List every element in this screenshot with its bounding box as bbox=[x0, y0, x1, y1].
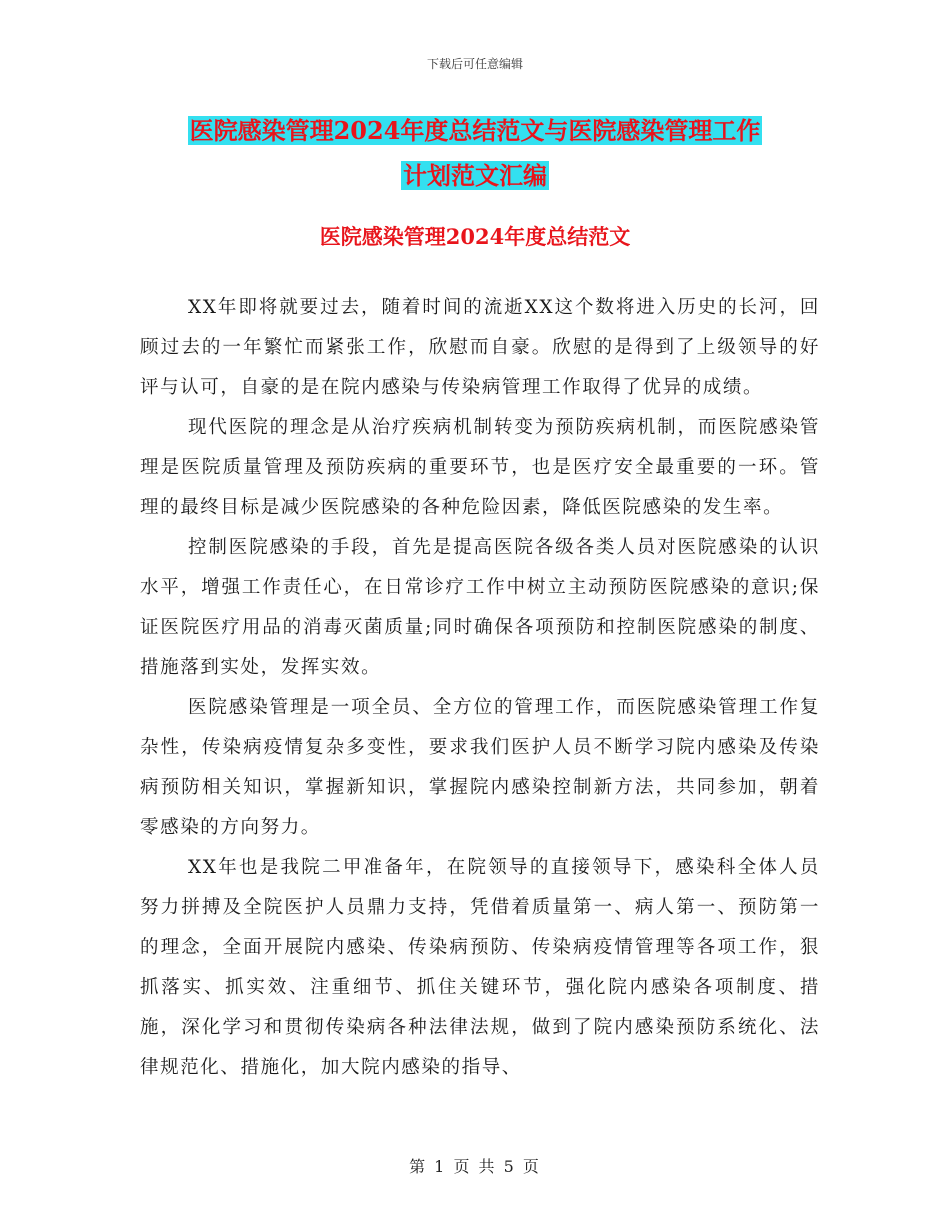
paragraph: XX年即将就要过去，随着时间的流逝XX这个数将进入历史的长河，回顾过去的一年繁忙而紧张工作，欣慰而自豪。欣慰的是得到了上级领导的好评与认可，自豪的是在院内感染与传染病管理工作取得了优异的成绩。 bbox=[140, 297, 820, 398]
section-title: 医院感染管理2024年度总结范文 bbox=[319, 224, 631, 249]
document-title-text-1: 医院感染管理2024年度总结范文与医院感染管理工作 bbox=[189, 116, 761, 145]
document-title-line-1 bbox=[0, 111, 950, 151]
document-title-text-2: 计划范文汇编 bbox=[403, 161, 547, 190]
header-note: 下载后可任意编辑 bbox=[426, 57, 523, 71]
document-body bbox=[140, 288, 820, 1088]
document-title-line-2 bbox=[0, 156, 950, 196]
page-number: 第 1 页 共 5 页 bbox=[409, 1157, 541, 1176]
paragraph: XX年也是我院二甲准备年，在院领导的直接领导下，感染科全体人员努力拼搏及全院医护人员鼎力支持，凭借着质量第一、病人第一、预防第一的理念，全面开展院内感染、传染病预防、传染病疫情管理等各项工作，狠抓落实、抓实效、注重细节、抓住关键环节，强化院内感染各项制度、措施，深化学习和贯彻传染病各种法律法规，做到了院内感染预防系统化、法律规范化、措施化，加大院内感染的指导、 bbox=[140, 857, 820, 1078]
paragraph: 现代医院的理念是从治疗疾病机制转变为预防疾病机制，而医院感染管理是医院质量管理及预防疾病的重要环节，也是医疗安全最重要的一环。管理的最终目标是减少医院感染的各种危险因素，降低医院感染的发生率。 bbox=[140, 417, 820, 518]
paragraph: 控制医院感染的手段，首先是提高医院各级各类人员对医院感染的认识水平，增强工作责任心，在日常诊疗工作中树立主动预防医院感染的意识;保证医院医疗用品的消毒灭菌质量;同时确保各项预防和控制医院感染的制度、措施落到实处，发挥实效。 bbox=[140, 537, 820, 678]
paragraph: 医院感染管理是一项全员、全方位的管理工作，而医院感染管理工作复杂性，传染病疫情复杂多变性，要求我们医护人员不断学习院内感染及传染病预防相关知识，掌握新知识，掌握院内感染控制新方法，共同参加，朝着零感染的方向努力。 bbox=[140, 697, 820, 838]
